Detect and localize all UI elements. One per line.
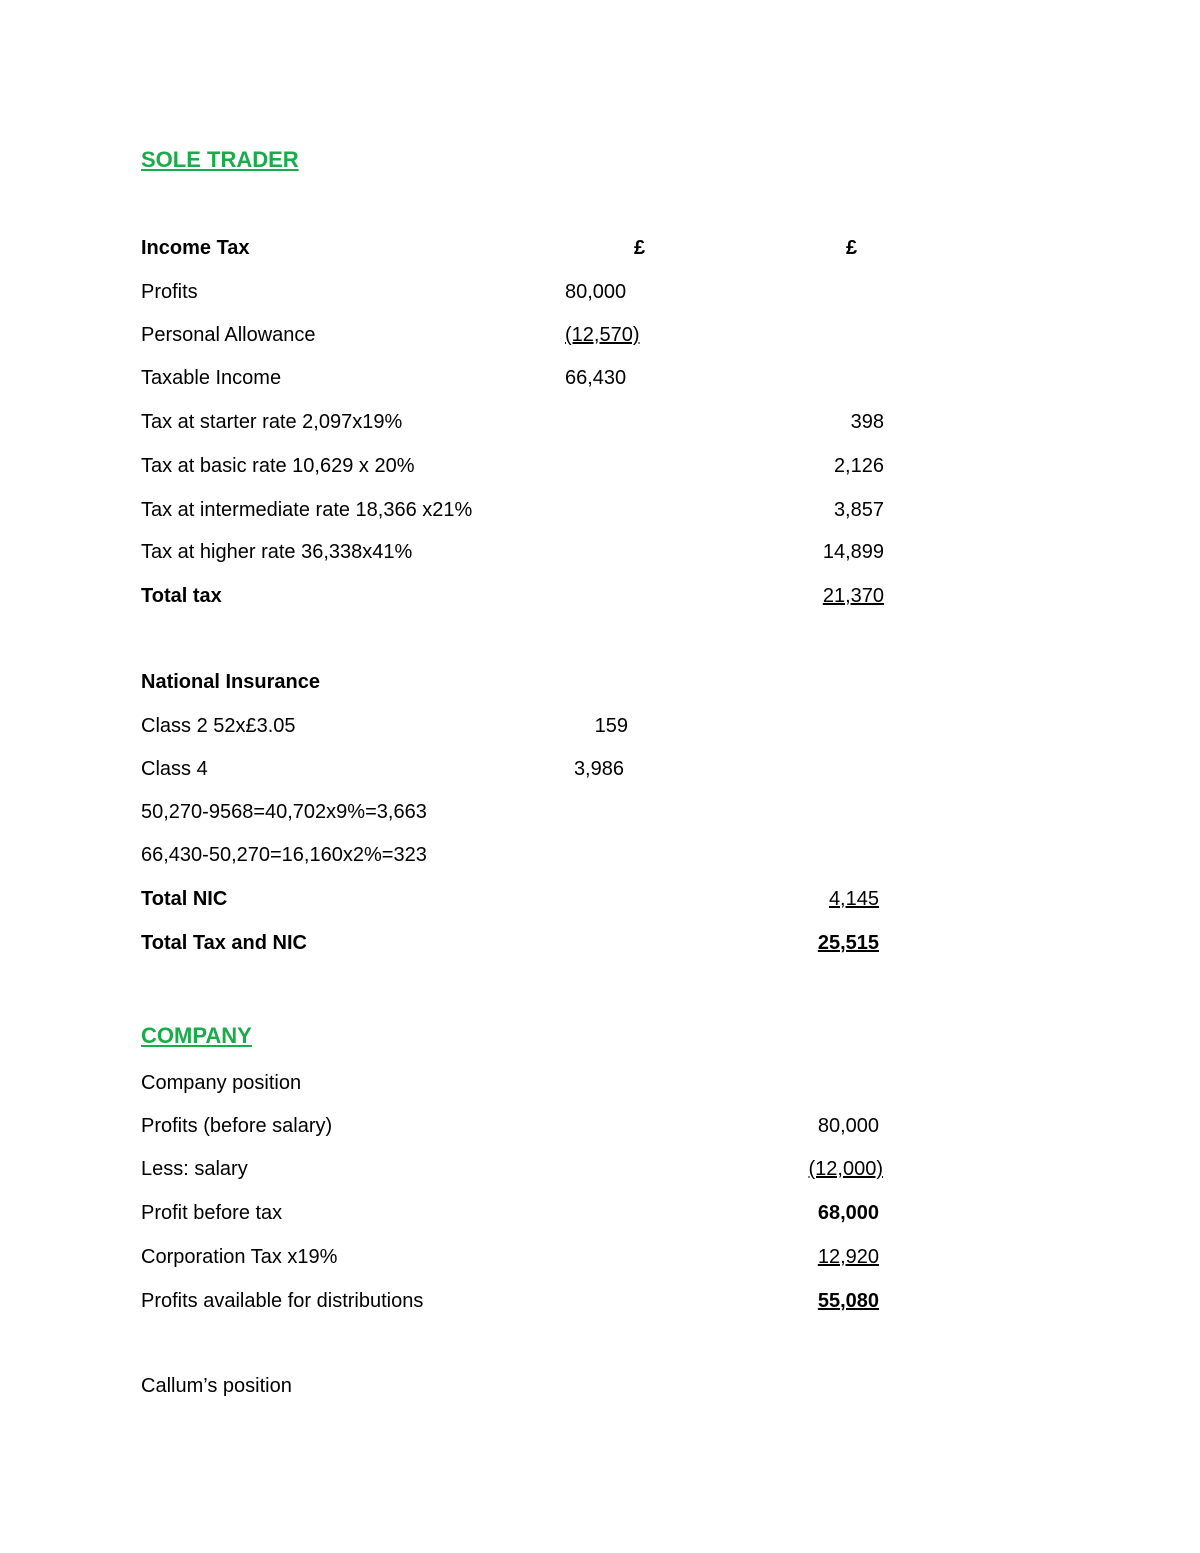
total-nic-value: 4,145 xyxy=(828,888,879,910)
distributable-profits-value: 55,080 xyxy=(817,1290,879,1312)
total-tax-nic-value: 25,515 xyxy=(817,932,879,954)
class2-label: Class 2 52x£3.05 xyxy=(141,715,296,737)
company-heading: COMPANY xyxy=(141,1023,252,1048)
profit-before-tax-label: Profit before tax xyxy=(141,1202,283,1224)
total-nic-label: Total NIC xyxy=(141,888,228,910)
less-salary-label: Less: salary xyxy=(141,1158,248,1180)
total-tax-label: Total tax xyxy=(141,585,222,607)
distributable-profits-label: Profits available for distributions xyxy=(141,1290,424,1312)
corporation-tax-value: 12,920 xyxy=(817,1246,879,1268)
company-profits-label: Profits (before salary) xyxy=(141,1115,333,1137)
basic-rate-label: Tax at basic rate 10,629 x 20% xyxy=(141,455,415,477)
less-salary-value: (12,000) xyxy=(808,1158,883,1180)
profits-value: 80,000 xyxy=(565,281,627,303)
intermediate-rate-value: 3,857 xyxy=(833,499,884,521)
col1-currency-header: £ xyxy=(634,237,646,259)
basic-rate-value: 2,126 xyxy=(833,455,884,477)
class4-value: 3,986 xyxy=(573,758,624,780)
company-profits-value: 80,000 xyxy=(817,1115,879,1137)
taxable-income-value: 66,430 xyxy=(565,367,627,389)
personal-allowance-label: Personal Allowance xyxy=(141,324,316,346)
higher-rate-label: Tax at higher rate 36,338x41% xyxy=(141,541,413,563)
higher-rate-value: 14,899 xyxy=(822,541,884,563)
starter-rate-label: Tax at starter rate 2,097x19% xyxy=(141,411,403,433)
sole-trader-heading: SOLE TRADER xyxy=(141,147,299,172)
intermediate-rate-label: Tax at intermediate rate 18,366 x21% xyxy=(141,499,473,521)
total-tax-value: 21,370 xyxy=(822,585,884,607)
total-tax-nic-label: Total Tax and NIC xyxy=(141,932,307,954)
corporation-tax-label: Corporation Tax x19% xyxy=(141,1246,338,1268)
class2-value: 159 xyxy=(594,715,628,737)
starter-rate-value: 398 xyxy=(850,411,884,433)
class4-calc-line1: 50,270-9568=40,702x9%=3,663 xyxy=(141,801,427,823)
class4-label: Class 4 xyxy=(141,758,208,780)
taxable-income-label: Taxable Income xyxy=(141,367,282,389)
class4-calc-line2: 66,430-50,270=16,160x2%=323 xyxy=(141,844,427,866)
profit-before-tax-value: 68,000 xyxy=(817,1202,879,1224)
callum-position-title: Callum’s position xyxy=(141,1375,292,1397)
company-position-title: Company position xyxy=(141,1072,302,1094)
personal-allowance-value: (12,570) xyxy=(565,324,640,346)
income-tax-title: Income Tax xyxy=(141,237,250,259)
profits-label: Profits xyxy=(141,281,198,303)
col2-currency-header: £ xyxy=(846,237,858,259)
national-insurance-title: National Insurance xyxy=(141,671,320,693)
